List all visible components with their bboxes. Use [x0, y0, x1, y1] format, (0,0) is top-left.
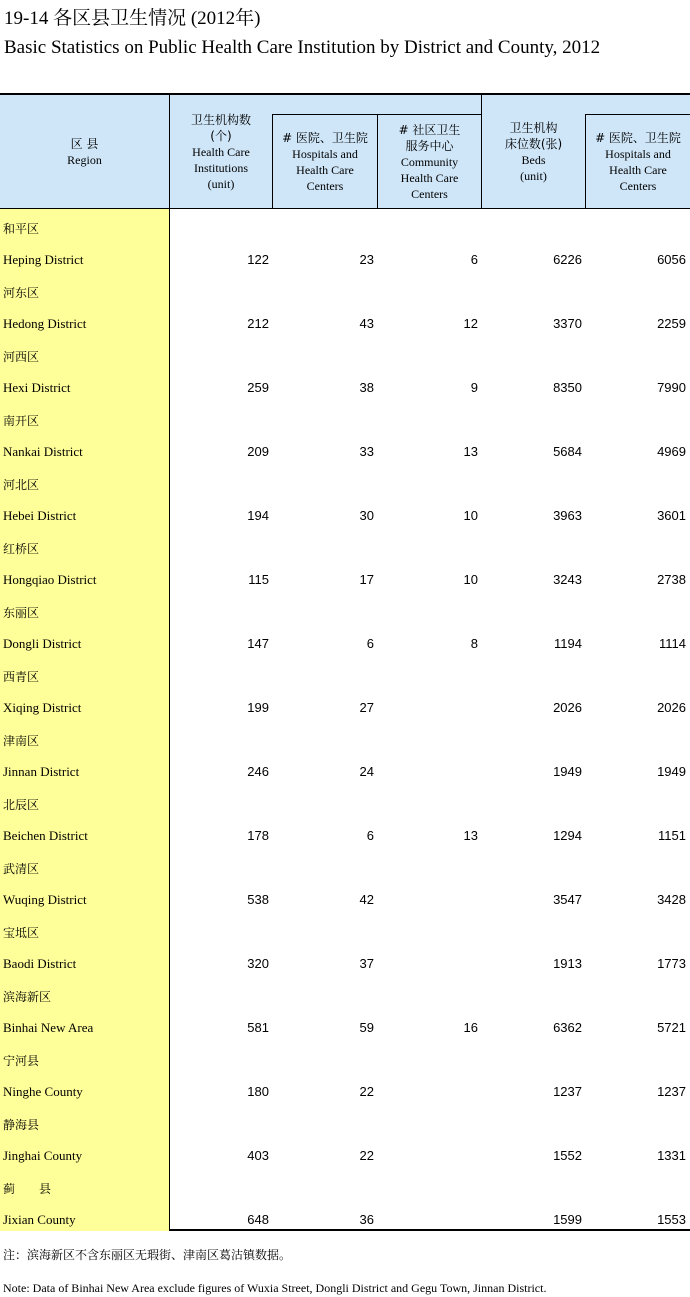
cell-beds: 3370: [553, 316, 582, 331]
header-beds-en: Beds: [521, 152, 546, 167]
cell-hosp: 27: [359, 700, 374, 715]
header-region-cn: 区 县: [70, 136, 99, 151]
cell-inst: 115: [248, 572, 269, 587]
cell-beds-hosp: 7990: [657, 380, 686, 395]
table-header: [0, 95, 690, 209]
cell-beds: 6362: [553, 1020, 582, 1035]
cell-comm: 10: [463, 508, 478, 523]
cell-hosp: 43: [359, 316, 374, 331]
cell-beds: 1913: [553, 956, 582, 971]
cell-beds: 1599: [553, 1212, 582, 1227]
cell-inst: 581: [247, 1020, 269, 1035]
row-label-en: Xiqing District: [3, 700, 82, 715]
cell-inst: 194: [247, 508, 269, 523]
header-institutions-unit-cn: (个): [210, 128, 232, 143]
header-beds-unit: (unit): [520, 168, 547, 183]
cell-beds-hosp: 5721: [657, 1020, 686, 1035]
row-label-cn: 武清区: [3, 862, 40, 876]
cell-hosp: 22: [359, 1084, 374, 1099]
header-hospitals-en3: Centers: [306, 178, 344, 193]
row-label-en: Jixian County: [3, 1212, 76, 1227]
cell-beds: 3963: [553, 508, 582, 523]
row-label-en: Ninghe County: [3, 1084, 83, 1099]
header-community: [378, 115, 481, 208]
header-institutions: [170, 95, 272, 208]
cell-beds-hosp: 3428: [657, 892, 686, 907]
header-beds-hospitals-en3: Centers: [619, 178, 657, 193]
row-label-cn: 宝坻区: [3, 926, 40, 940]
cell-inst: 122: [247, 252, 269, 267]
cell-beds-hosp: 1331: [657, 1148, 686, 1163]
header-beds-cn1: 卫生机构: [509, 120, 558, 135]
row-label-cn: 蓟 县: [3, 1182, 52, 1196]
cell-inst: 180: [247, 1084, 269, 1099]
row-label-en: Binhai New Area: [3, 1020, 94, 1035]
header-institutions-en1: Health Care: [192, 144, 250, 159]
header-hospitals-en2: Health Care: [296, 162, 354, 177]
cell-inst: 178: [247, 828, 269, 843]
cell-hosp: 42: [359, 892, 374, 907]
cell-beds-hosp: 1237: [657, 1084, 686, 1099]
cell-hosp: 37: [359, 956, 374, 971]
header-beds-hospitals-cn: # 医院、卫生院: [595, 130, 681, 145]
cell-beds-hosp: 2738: [657, 572, 686, 587]
row-label-cn: 津南区: [3, 734, 40, 748]
cell-hosp: 36: [359, 1212, 374, 1227]
cell-beds: 1237: [553, 1084, 582, 1099]
row-label-en: Jinnan District: [3, 764, 80, 779]
cell-inst: 259: [247, 380, 269, 395]
cell-beds: 8350: [553, 380, 582, 395]
cell-beds-hosp: 2026: [657, 700, 686, 715]
header-institutions-cn: 卫生机构数: [190, 112, 251, 127]
cell-beds: 1294: [553, 828, 582, 843]
cell-hosp: 38: [359, 380, 374, 395]
row-label-cn: 和平区: [3, 222, 40, 236]
row-label-en: Jinghai County: [3, 1148, 83, 1163]
row-label-en: Baodi District: [3, 956, 77, 971]
cell-hosp: 17: [359, 572, 374, 587]
cell-inst: 209: [247, 444, 269, 459]
note-en: Note: Data of Binhai New Area exclude figures of Wuxia Street, Dongli District and Gegu Town, Jinnan District.: [3, 1281, 547, 1295]
cell-beds-hosp: 1114: [659, 636, 686, 651]
header-community-en1: Community: [400, 154, 459, 169]
header-community-en2: Health Care: [400, 170, 459, 185]
header-beds-hospitals-en2: Health Care: [609, 162, 667, 177]
cell-comm: 9: [470, 380, 478, 395]
row-label-cn: 滨海新区: [3, 990, 52, 1004]
cell-hosp: 22: [359, 1148, 374, 1163]
cell-comm: 6: [470, 252, 478, 267]
header-hospitals: [273, 115, 377, 208]
row-label-cn: 河北区: [3, 478, 40, 492]
cell-comm: 13: [463, 444, 478, 459]
row-label-cn: 宁河县: [3, 1054, 40, 1068]
cell-hosp: 24: [359, 764, 374, 779]
row-label-cn: 北辰区: [3, 798, 40, 812]
cell-comm: 16: [463, 1020, 478, 1035]
cell-inst: 648: [247, 1212, 269, 1227]
row-label-cn: 红桥区: [3, 542, 40, 556]
page-title-cn: 19-14 各区县卫生情况 (2012年): [4, 8, 261, 29]
row-label-cn: 南开区: [3, 414, 40, 428]
cell-beds-hosp: 1949: [657, 764, 686, 779]
row-label-cn: 东丽区: [3, 606, 40, 620]
cell-inst: 246: [247, 764, 269, 779]
row-label-cn: 静海县: [3, 1118, 40, 1132]
header-institutions-en2: Institutions: [193, 160, 248, 175]
cell-beds: 1949: [553, 764, 582, 779]
header-beds: [482, 95, 585, 208]
row-label-en: Dongli District: [3, 636, 82, 651]
row-label-en: Heping District: [3, 252, 84, 267]
cell-inst: 403: [247, 1148, 269, 1163]
cell-beds-hosp: 1773: [657, 956, 686, 971]
header-community-cn1: # 社区卫生: [398, 122, 461, 137]
cell-beds: 1194: [554, 636, 582, 651]
row-label-en: Hebei District: [3, 508, 77, 523]
header-divider-1: [272, 114, 273, 208]
region-divider: [169, 95, 170, 1231]
statistics-table: [0, 93, 690, 1231]
header-beds-cn2: 床位数(张): [504, 136, 563, 151]
row-label-cn: 河西区: [3, 350, 40, 364]
cell-comm: 10: [463, 572, 478, 587]
header-community-cn2: 服务中心: [405, 138, 454, 153]
cell-beds-hosp: 1553: [657, 1212, 686, 1227]
header-beds-hospitals: [586, 115, 690, 208]
cell-hosp: 59: [359, 1020, 374, 1035]
row-label-cn: 河东区: [3, 286, 40, 300]
header-divider-4: [585, 114, 586, 208]
row-label-en: Beichen District: [3, 828, 88, 843]
header-hospitals-en1: Hospitals and: [292, 146, 358, 161]
header-region: [0, 95, 169, 208]
cell-beds: 3243: [553, 572, 582, 587]
row-label-en: Hexi District: [3, 380, 71, 395]
row-label-en: Hedong District: [3, 316, 87, 331]
cell-inst: 147: [247, 636, 269, 651]
cell-hosp: 33: [359, 444, 374, 459]
cell-beds: 3547: [553, 892, 582, 907]
cell-beds-hosp: 6056: [657, 252, 686, 267]
header-subline-right: [586, 114, 690, 115]
cell-hosp: 6: [366, 636, 374, 651]
header-region-en: Region: [67, 152, 102, 167]
header-community-en3: Centers: [411, 186, 448, 201]
cell-hosp: 23: [359, 252, 374, 267]
header-hospitals-cn: # 医院、卫生院: [282, 130, 368, 145]
cell-beds: 5684: [553, 444, 582, 459]
cell-comm: 8: [470, 636, 478, 651]
cell-beds-hosp: 1151: [658, 828, 686, 843]
row-label-en: Hongqiao District: [3, 572, 97, 587]
row-label-en: Nankai District: [3, 444, 83, 459]
header-beds-hospitals-en1: Hospitals and: [605, 146, 671, 161]
note-cn: 注：滨海新区不含东丽区无瑕街、津南区葛沽镇数据。: [3, 1248, 292, 1262]
cell-inst: 320: [247, 956, 269, 971]
cell-inst: 199: [247, 700, 269, 715]
row-label-en: Wuqing District: [3, 892, 87, 907]
page-title-en: Basic Statistics on Public Health Care Institution by District and County, 2012: [4, 37, 601, 58]
cell-beds: 6226: [553, 252, 582, 267]
header-divider-2: [377, 114, 378, 208]
header-institutions-unit: (unit): [207, 176, 235, 191]
cell-beds: 1552: [553, 1148, 582, 1163]
cell-beds-hosp: 2259: [657, 316, 686, 331]
cell-beds-hosp: 4969: [657, 444, 686, 459]
cell-hosp: 30: [359, 508, 374, 523]
cell-comm: 12: [463, 316, 478, 331]
cell-hosp: 6: [366, 828, 374, 843]
cell-beds: 2026: [553, 700, 582, 715]
cell-inst: 538: [247, 892, 269, 907]
cell-comm: 13: [463, 828, 478, 843]
cell-inst: 212: [247, 316, 269, 331]
cell-beds-hosp: 3601: [657, 508, 686, 523]
row-label-cn: 西青区: [3, 670, 40, 684]
header-divider-3: [481, 95, 482, 208]
